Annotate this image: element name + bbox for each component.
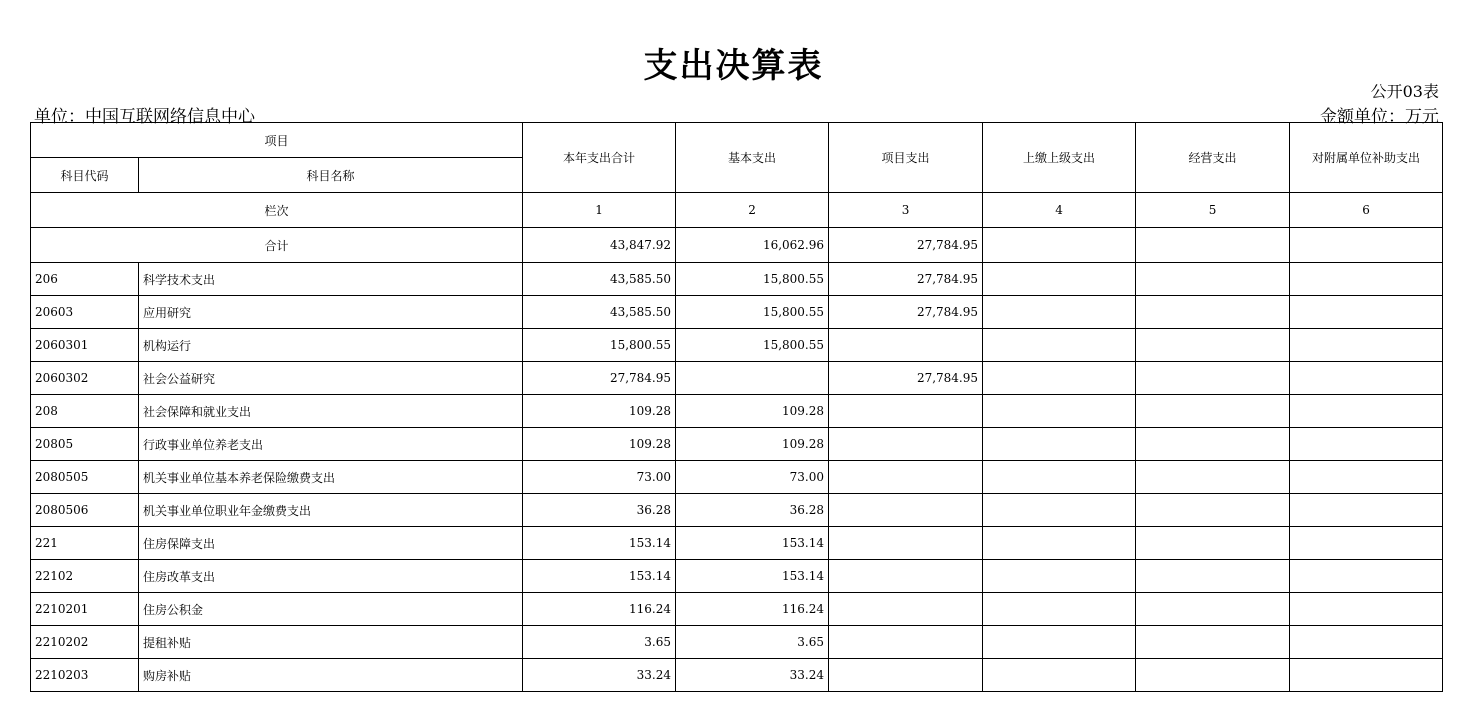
total-value-4 <box>983 228 1136 263</box>
column-index-label: 栏次 <box>31 193 523 228</box>
value-cell-col2: 15,800.55 <box>676 329 829 362</box>
header-col4: 上缴上级支出 <box>983 123 1136 193</box>
value-cell-col5 <box>1136 494 1290 527</box>
value-cell-col5 <box>1136 428 1290 461</box>
value-cell-col4 <box>983 395 1136 428</box>
header-item: 项目 <box>31 123 523 158</box>
value-cell-col3 <box>829 329 983 362</box>
value-cell-col1: 43,585.50 <box>523 296 676 329</box>
total-value-6 <box>1290 228 1443 263</box>
value-cell-col6 <box>1290 296 1443 329</box>
value-cell-col4 <box>983 626 1136 659</box>
value-cell-col5 <box>1136 461 1290 494</box>
subject-name-cell: 社会保障和就业支出 <box>139 395 523 428</box>
value-cell-col5 <box>1136 560 1290 593</box>
value-cell-col1: 15,800.55 <box>523 329 676 362</box>
value-cell-col1: 36.28 <box>523 494 676 527</box>
subject-name-cell: 机构运行 <box>139 329 523 362</box>
value-cell-col5 <box>1136 296 1290 329</box>
header-col1: 本年支出合计 <box>523 123 676 193</box>
value-cell-col2: 15,800.55 <box>676 296 829 329</box>
subject-name-cell: 购房补贴 <box>139 659 523 692</box>
value-cell-col6 <box>1290 329 1443 362</box>
total-label: 合计 <box>31 228 523 263</box>
value-cell-col2: 116.24 <box>676 593 829 626</box>
value-cell-col5 <box>1136 593 1290 626</box>
subject-code-cell: 20805 <box>31 428 139 461</box>
subject-code-cell: 2060302 <box>31 362 139 395</box>
value-cell-col3 <box>829 494 983 527</box>
value-cell-col6 <box>1290 395 1443 428</box>
value-cell-col6 <box>1290 362 1443 395</box>
subject-code-cell: 2210201 <box>31 593 139 626</box>
value-cell-col3 <box>829 659 983 692</box>
value-cell-col1: 27,784.95 <box>523 362 676 395</box>
value-cell-col5 <box>1136 263 1290 296</box>
total-value-5 <box>1136 228 1290 263</box>
table-row <box>31 395 1443 428</box>
subject-code-cell: 2080505 <box>31 461 139 494</box>
value-cell-col2: 33.24 <box>676 659 829 692</box>
value-cell-col1: 33.24 <box>523 659 676 692</box>
value-cell-col1: 109.28 <box>523 395 676 428</box>
column-index-5: 5 <box>1136 193 1290 228</box>
value-cell-col4 <box>983 296 1136 329</box>
value-cell-col3 <box>829 428 983 461</box>
subject-name-cell: 机关事业单位职业年金缴费支出 <box>139 494 523 527</box>
table-row <box>31 362 1443 395</box>
value-cell-col4 <box>983 527 1136 560</box>
header-col2: 基本支出 <box>676 123 829 193</box>
subject-code-cell: 206 <box>31 263 139 296</box>
subject-code-cell: 2210203 <box>31 659 139 692</box>
value-cell-col3 <box>829 527 983 560</box>
value-cell-col6 <box>1290 560 1443 593</box>
value-cell-col6 <box>1290 263 1443 296</box>
total-value-2: 16,062.96 <box>676 228 829 263</box>
subject-code-cell: 22102 <box>31 560 139 593</box>
form-number: 公开03表 <box>1370 82 1439 101</box>
column-index-6: 6 <box>1290 193 1443 228</box>
value-cell-col2: 73.00 <box>676 461 829 494</box>
column-index-2: 2 <box>676 193 829 228</box>
header-row <box>31 123 1443 158</box>
subject-name-cell: 行政事业单位养老支出 <box>139 428 523 461</box>
subject-name-cell: 住房保障支出 <box>139 527 523 560</box>
value-cell-col4 <box>983 362 1136 395</box>
column-index-3: 3 <box>829 193 983 228</box>
value-cell-col6 <box>1290 461 1443 494</box>
value-cell-col2 <box>676 362 829 395</box>
value-cell-col4 <box>983 494 1136 527</box>
subject-code-cell: 221 <box>31 527 139 560</box>
table-row <box>31 329 1443 362</box>
value-cell-col2: 15,800.55 <box>676 263 829 296</box>
value-cell-col3 <box>829 395 983 428</box>
value-cell-col1: 73.00 <box>523 461 676 494</box>
header-col5: 经营支出 <box>1136 123 1290 193</box>
value-cell-col3 <box>829 593 983 626</box>
subject-code-cell: 2060301 <box>31 329 139 362</box>
subject-name-cell: 应用研究 <box>139 296 523 329</box>
header-col6: 对附属单位补助支出 <box>1290 123 1443 193</box>
value-cell-col3 <box>829 560 983 593</box>
value-cell-col5 <box>1136 626 1290 659</box>
table-row <box>31 461 1443 494</box>
value-cell-col5 <box>1136 329 1290 362</box>
value-cell-col1: 153.14 <box>523 560 676 593</box>
total-row <box>31 228 1443 263</box>
value-cell-col1: 43,585.50 <box>523 263 676 296</box>
column-index-1: 1 <box>523 193 676 228</box>
table-row <box>31 428 1443 461</box>
column-index-4: 4 <box>983 193 1136 228</box>
total-value-3: 27,784.95 <box>829 228 983 263</box>
value-cell-col2: 109.28 <box>676 395 829 428</box>
amount-unit-label: 金额单位：万元 <box>1320 107 1439 127</box>
header-subject-code: 科目代码 <box>31 158 139 193</box>
value-cell-col4 <box>983 659 1136 692</box>
value-cell-col6 <box>1290 527 1443 560</box>
value-cell-col3 <box>829 626 983 659</box>
table-row <box>31 659 1443 692</box>
value-cell-col1: 109.28 <box>523 428 676 461</box>
value-cell-col1: 3.65 <box>523 626 676 659</box>
value-cell-col3 <box>829 461 983 494</box>
total-value-1: 43,847.92 <box>523 228 676 263</box>
subject-code-cell: 2210202 <box>31 626 139 659</box>
value-cell-col1: 153.14 <box>523 527 676 560</box>
table-row <box>31 560 1443 593</box>
subject-code-cell: 20603 <box>31 296 139 329</box>
column-index-row <box>31 193 1443 228</box>
table-row <box>31 527 1443 560</box>
value-cell-col3: 27,784.95 <box>829 296 983 329</box>
value-cell-col3: 27,784.95 <box>829 263 983 296</box>
page-title: 支出决算表 <box>643 46 824 86</box>
value-cell-col2: 3.65 <box>676 626 829 659</box>
value-cell-col2: 153.14 <box>676 527 829 560</box>
value-cell-col4 <box>983 593 1136 626</box>
value-cell-col2: 36.28 <box>676 494 829 527</box>
subject-name-cell: 科学技术支出 <box>139 263 523 296</box>
value-cell-col2: 109.28 <box>676 428 829 461</box>
subject-name-cell: 社会公益研究 <box>139 362 523 395</box>
value-cell-col6 <box>1290 494 1443 527</box>
table-row <box>31 263 1443 296</box>
value-cell-col6 <box>1290 428 1443 461</box>
subject-code-cell: 208 <box>31 395 139 428</box>
value-cell-col4 <box>983 428 1136 461</box>
expenditure-table <box>30 122 1443 692</box>
header-col3: 项目支出 <box>829 123 983 193</box>
value-cell-col6 <box>1290 626 1443 659</box>
value-cell-col2: 153.14 <box>676 560 829 593</box>
value-cell-col4 <box>983 560 1136 593</box>
table-row <box>31 296 1443 329</box>
subject-name-cell: 提租补贴 <box>139 626 523 659</box>
value-cell-col5 <box>1136 659 1290 692</box>
table-row <box>31 626 1443 659</box>
subject-name-cell: 住房公积金 <box>139 593 523 626</box>
unit-label: 单位：中国互联网络信息中心 <box>34 107 255 127</box>
value-cell-col4 <box>983 461 1136 494</box>
subject-name-cell: 住房改革支出 <box>139 560 523 593</box>
table-row <box>31 593 1443 626</box>
value-cell-col6 <box>1290 659 1443 692</box>
value-cell-col5 <box>1136 395 1290 428</box>
value-cell-col3: 27,784.95 <box>829 362 983 395</box>
table-row <box>31 494 1443 527</box>
value-cell-col6 <box>1290 593 1443 626</box>
header-subject-name: 科目名称 <box>139 158 523 193</box>
subject-code-cell: 2080506 <box>31 494 139 527</box>
value-cell-col4 <box>983 329 1136 362</box>
value-cell-col5 <box>1136 527 1290 560</box>
value-cell-col1: 116.24 <box>523 593 676 626</box>
value-cell-col5 <box>1136 362 1290 395</box>
subject-name-cell: 机关事业单位基本养老保险缴费支出 <box>139 461 523 494</box>
value-cell-col4 <box>983 263 1136 296</box>
